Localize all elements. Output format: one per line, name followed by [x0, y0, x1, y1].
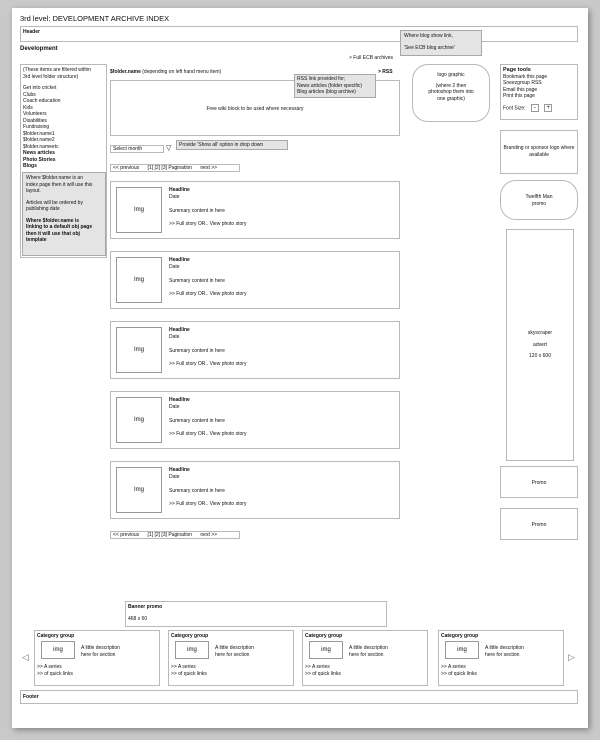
- folder-note: (depending on left hand menu item): [142, 69, 222, 75]
- note-show-all: Provide 'Show all' option in drop down: [176, 140, 288, 150]
- menu-item[interactable]: Kids: [23, 104, 33, 111]
- menu-item[interactable]: Fundraising: [23, 124, 50, 130]
- article-card: [110, 181, 400, 239]
- article-date: Date: [169, 403, 180, 410]
- font-increase-button[interactable]: +: [544, 104, 552, 112]
- page-title: 3rd level: DEVELOPMENT ARCHIVE INDEX: [20, 14, 170, 23]
- menu-item[interactable]: Coach education: [23, 98, 61, 104]
- article-link[interactable]: >> Full story OR.. View photo story: [169, 220, 247, 227]
- promo-box[interactable]: Promo: [500, 466, 578, 498]
- month-select-value: Select month: [113, 146, 143, 152]
- logo-text: (where 2 then: [435, 82, 467, 89]
- quick-link[interactable]: >> of quick links: [37, 670, 73, 677]
- article-date: Date: [169, 333, 180, 340]
- category-group: [438, 630, 564, 686]
- tool-rss-link[interactable]: Sneezgroup RSS: [503, 80, 542, 86]
- month-select[interactable]: [110, 145, 164, 153]
- pagination-prev[interactable]: << previous: [113, 532, 140, 538]
- category-image[interactable]: img: [41, 641, 75, 659]
- note-text: then it will use that obj: [26, 230, 80, 237]
- menu-note: 3rd level folder structure): [23, 73, 79, 80]
- menu-item[interactable]: Clubs: [23, 91, 36, 98]
- note-text: Blog articles (blog archive): [297, 89, 356, 95]
- note-text: RSS link provided for;: [297, 76, 346, 82]
- advert-text: 120 x 600: [529, 353, 551, 359]
- folder-heading: [110, 69, 221, 76]
- note-text: linking to a default obj page: [26, 224, 93, 230]
- article-headline[interactable]: Headline: [169, 187, 190, 193]
- branding-block: [500, 130, 578, 174]
- article-image[interactable]: Img: [116, 187, 162, 233]
- menu-item[interactable]: Disabilities: [23, 117, 47, 124]
- quick-link[interactable]: >> of quick links: [441, 670, 477, 677]
- full-archives-link[interactable]: > Full ECB archives: [349, 55, 394, 61]
- font-decrease-button[interactable]: -: [531, 104, 539, 112]
- logo-text: logo graphic: [437, 72, 465, 78]
- category-desc-text: here for section: [349, 651, 384, 658]
- note-text: publishing date: [26, 206, 60, 212]
- carousel-left-arrow-icon[interactable]: ◁: [22, 652, 29, 662]
- page-tools-title: Page tools: [503, 67, 531, 73]
- tool-bookmark-link[interactable]: Bookmark this page: [503, 73, 548, 80]
- skyscraper-advert[interactable]: [506, 229, 574, 461]
- font-size-label: Font Size:: [503, 104, 526, 111]
- pagination-pages[interactable]: [1] [2] [3] Pagination: [147, 165, 193, 171]
- category-links: [441, 664, 477, 677]
- banner-size: 468 x 60: [128, 615, 148, 622]
- advert-text: skyscraper: [527, 330, 553, 336]
- quick-link[interactable]: >> of quick links: [305, 670, 341, 677]
- category-group: [168, 630, 294, 686]
- article-text: [169, 467, 246, 507]
- note-text: Where $folder.name is: [26, 217, 80, 224]
- category-title[interactable]: Category group: [37, 633, 75, 639]
- chevron-down-icon[interactable]: ▽: [166, 145, 172, 152]
- pagination-next[interactable]: next >>: [200, 165, 218, 171]
- wiki-block: Free wiki block to be used where necessary: [110, 80, 400, 136]
- category-desc-text: here for section: [485, 651, 520, 658]
- article-image[interactable]: Img: [116, 327, 162, 373]
- article-summary: Summary content in here: [169, 348, 225, 354]
- branding-text: Branding or sponsor logo where: [503, 145, 575, 151]
- article-date: Date: [169, 263, 180, 270]
- pagination-top: [110, 164, 240, 172]
- category-image[interactable]: img: [445, 641, 479, 659]
- logo-text: photoshop them into: [428, 89, 474, 95]
- category-description: [215, 645, 254, 658]
- category-desc-text: A little description: [215, 645, 254, 651]
- menu-item-news[interactable]: News articles: [23, 150, 55, 156]
- article-image[interactable]: Img: [116, 397, 162, 443]
- pagination-prev[interactable]: << previous: [113, 165, 140, 171]
- footer-label: Footer: [23, 694, 39, 700]
- category-description: [81, 645, 120, 658]
- header-region: [20, 26, 578, 42]
- category-group: [302, 630, 428, 686]
- category-group: [34, 630, 160, 686]
- menu-item[interactable]: Get into cricket: [23, 85, 57, 91]
- menu-item[interactable]: $folder.name2: [23, 137, 55, 143]
- font-size-control: [503, 104, 575, 112]
- category-links: [171, 664, 207, 677]
- quick-link[interactable]: >> A series: [171, 664, 196, 670]
- note-text: News articles (folder specific): [297, 82, 363, 89]
- article-date: Date: [169, 193, 180, 200]
- note-index-layout: [22, 172, 106, 256]
- twelfth-man-promo[interactable]: [500, 180, 578, 220]
- note-text: template: [26, 237, 47, 243]
- article-text: [169, 397, 246, 437]
- category-image[interactable]: img: [175, 641, 209, 659]
- article-summary: Summary content in here: [169, 418, 225, 424]
- article-card: [110, 321, 400, 379]
- note-text: Articles will be ordered by: [26, 199, 83, 206]
- page-tools: [500, 64, 578, 120]
- category-title[interactable]: Category group: [441, 633, 479, 639]
- branding-text: available: [529, 151, 549, 158]
- category-description: [485, 645, 524, 658]
- category-desc-text: A little description: [81, 645, 120, 651]
- quick-link[interactable]: >> A series: [305, 664, 330, 670]
- logo-graphic: [412, 64, 490, 122]
- promo-text: Twelfth Man: [525, 194, 553, 200]
- menu-note: (These items are filtered within: [23, 67, 92, 73]
- article-image[interactable]: Img: [116, 467, 162, 513]
- note-text: Where blog show link,: [404, 33, 453, 39]
- menu-item-blogs[interactable]: Blogs: [23, 163, 37, 169]
- footer-region: [20, 690, 578, 704]
- pagination-next[interactable]: next >>: [200, 532, 218, 538]
- folder-name: $folder.name: [110, 69, 141, 75]
- article-text: [169, 257, 246, 297]
- article-summary: Summary content in here: [169, 278, 225, 284]
- section-title: Development: [20, 46, 58, 52]
- quick-link[interactable]: >> A series: [37, 664, 62, 670]
- category-image[interactable]: img: [309, 641, 343, 659]
- pagination-pages[interactable]: [1] [2] [3] Pagination: [147, 532, 193, 538]
- note-blog-link: [400, 30, 482, 56]
- article-headline[interactable]: Headline: [169, 327, 190, 333]
- tool-email-link[interactable]: Email this page: [503, 86, 538, 93]
- article-card: [110, 251, 400, 309]
- rss-link[interactable]: > RSS: [378, 69, 393, 75]
- category-desc-text: A little description: [349, 645, 388, 651]
- category-title[interactable]: Category group: [305, 633, 343, 639]
- category-description: [349, 645, 388, 658]
- article-link[interactable]: >> Full story OR.. View photo story: [169, 290, 247, 297]
- article-text: [169, 327, 246, 367]
- article-image[interactable]: Img: [116, 257, 162, 303]
- menu-item-photo-stories[interactable]: Photo Stories: [23, 156, 56, 163]
- category-links: [305, 664, 341, 677]
- article-summary: Summary content in here: [169, 488, 225, 494]
- carousel-right-arrow-icon[interactable]: ▷: [568, 652, 575, 662]
- banner-title: Banner promo: [128, 604, 163, 610]
- quick-link[interactable]: >> A series: [441, 664, 466, 670]
- note-text: Where $folder.name is an: [26, 175, 83, 181]
- note-text: index page then it will use this: [26, 181, 93, 188]
- tool-print-link[interactable]: Print this page: [503, 93, 535, 99]
- promo-text: promo: [531, 200, 547, 207]
- article-summary: Summary content in here: [169, 208, 225, 214]
- menu-item[interactable]: $folder.nameetc: [23, 143, 59, 150]
- article-date: Date: [169, 473, 180, 480]
- article-card: [110, 461, 400, 519]
- banner-promo[interactable]: [125, 601, 387, 627]
- article-headline[interactable]: Headline: [169, 397, 190, 403]
- menu-item[interactable]: Volunteers: [23, 111, 47, 117]
- article-headline[interactable]: Headline: [169, 257, 190, 263]
- wireframe-sheet: [12, 8, 588, 728]
- article-card: [110, 391, 400, 449]
- category-desc-text: here for section: [81, 651, 116, 658]
- note-rss: [294, 74, 376, 98]
- category-title[interactable]: Category group: [171, 633, 209, 639]
- article-text: [169, 187, 246, 227]
- category-links: [37, 664, 73, 677]
- advert-text: advert: [533, 341, 547, 348]
- article-link[interactable]: >> Full story OR.. View photo story: [169, 360, 247, 367]
- article-link[interactable]: >> Full story OR.. View photo story: [169, 430, 247, 437]
- promo-box[interactable]: Promo: [500, 508, 578, 540]
- note-text: 'See ECB blog archive': [404, 44, 455, 51]
- quick-link[interactable]: >> of quick links: [171, 670, 207, 677]
- header-label: Header: [23, 29, 40, 35]
- pagination-bottom: [110, 531, 240, 539]
- category-desc-text: A little description: [485, 645, 524, 651]
- menu-item[interactable]: $folder.name1: [23, 130, 55, 137]
- category-desc-text: here for section: [215, 651, 250, 658]
- note-text: layout.: [26, 188, 41, 194]
- logo-text: one graphic): [437, 95, 465, 102]
- article-headline[interactable]: Headline: [169, 467, 190, 473]
- article-link[interactable]: >> Full story OR.. View photo story: [169, 500, 247, 507]
